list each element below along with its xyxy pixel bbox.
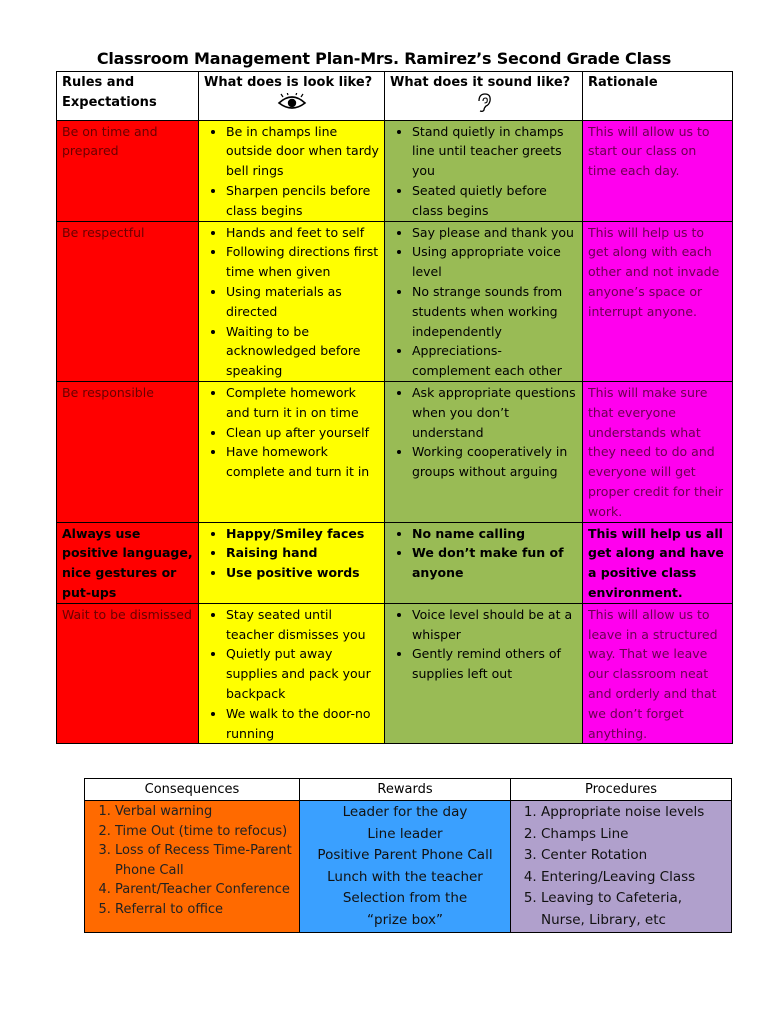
page-title: Classroom Management Plan-Mrs. Ramirez’s Second Grade Class (96, 49, 672, 68)
list-item: • Using appropriate voice level (412, 242, 577, 282)
list-item: Leader for the day (342, 804, 468, 820)
list-item: • Working cooperatively in groups without arguing (412, 442, 577, 482)
list-item: Positive Parent Phone Call (317, 847, 493, 863)
list-item: • Hands and feet to self (226, 223, 379, 243)
list-item: 4. Entering/Leaving Class (541, 867, 727, 889)
consequences-table-header (85, 779, 732, 801)
list-item: 2. Champs Line (541, 824, 727, 846)
rationale-cell: This will help us to get along with each other and not invade anyone’s space or interrupt anyone. (583, 221, 733, 381)
rules-table (56, 71, 733, 744)
table-row (57, 120, 733, 221)
header-rationale-label: Rationale (588, 75, 658, 90)
list-item: • Quietly put away supplies and pack your backpack (226, 644, 379, 703)
look-cell (199, 522, 385, 603)
table-row (57, 221, 733, 381)
table-row (85, 801, 732, 933)
list-item: Line leader (367, 825, 443, 842)
rationale-cell: This will allow us to start our class on time each day. (583, 120, 733, 221)
look-cell (199, 120, 385, 221)
header-rewards: Rewards (300, 779, 511, 801)
list-item: • Raising hand (226, 543, 379, 563)
list-item: • Complete homework and turn it in on time (226, 383, 379, 423)
list-item: • No name calling (412, 524, 577, 544)
list-item: 1. Appropriate noise levels (541, 802, 727, 824)
list-item: • Using materials as directed (226, 282, 379, 322)
header-look-label: What does is look like? (204, 75, 373, 90)
list-item: • We don’t make fun of anyone (412, 543, 577, 583)
rewards-cell (300, 801, 511, 933)
table-row (57, 603, 733, 744)
sound-cell (385, 603, 583, 744)
sound-cell (385, 120, 583, 221)
consequences-table (84, 778, 732, 933)
rule-cell: Always use positive language, nice gestures or put-ups (57, 522, 199, 603)
rationale-cell: This will allow us to leave in a structured way. That we leave our classroom neat and orderly and that we don’t forget anything. (583, 603, 733, 744)
rationale-cell: This will help us all get along and have a positive class environment. (583, 522, 733, 603)
header-procedures: Procedures (511, 779, 732, 801)
list-item: • Have homework complete and turn it in (226, 442, 379, 482)
list-item: 2. Time Out (time to refocus) (115, 822, 295, 842)
rule-cell: Be on time and prepared (57, 120, 199, 221)
list-item: • Clean up after yourself (226, 423, 379, 443)
list-item: • Be in champs line outside door when tardy bell rings (226, 122, 379, 181)
rule-cell: Be responsible (57, 381, 199, 522)
look-cell (199, 221, 385, 381)
list-item: 3. Loss of Recess Time-Parent Phone Call (115, 841, 295, 880)
list-item: • Appreciations-complement each other (412, 341, 577, 381)
sound-cell (385, 381, 583, 522)
consequences-cell (85, 801, 300, 933)
procedures-cell (511, 801, 732, 933)
list-item: 4. Parent/Teacher Conference (115, 880, 295, 900)
eye-icon (204, 93, 379, 118)
table-row (57, 381, 733, 522)
list-item: 5. Leaving to Cafeteria, Nurse, Library, etc (541, 888, 727, 931)
header-rationale (583, 72, 733, 121)
list-item: • We walk to the door-no running (226, 704, 379, 744)
look-cell (199, 603, 385, 744)
header-rules-label: Rules and Expectations (62, 75, 157, 110)
list-item: • Voice level should be at a whisper (412, 605, 577, 645)
sound-cell (385, 221, 583, 381)
list-item: • Stand quietly in champs line until teacher greets you (412, 122, 577, 181)
rationale-cell: This will make sure that everyone understands what they need to do and everyone will get proper credit for their work. (583, 381, 733, 522)
list-item: • No strange sounds from students when working independently (412, 282, 577, 341)
ear-icon (390, 93, 577, 120)
look-cell (199, 381, 385, 522)
header-rules (57, 72, 199, 121)
header-sound-label: What does it sound like? (390, 75, 571, 90)
list-item: • Sharpen pencils before class begins (226, 181, 379, 221)
list-item: • Stay seated until teacher dismisses you (226, 605, 379, 645)
list-item: • Gently remind others of supplies left out (412, 644, 577, 684)
list-item: • Ask appropriate questions when you don’t understand (412, 383, 577, 442)
list-item: • Happy/Smiley faces (226, 524, 379, 544)
list-item: • Say please and thank you (412, 223, 577, 243)
sound-cell (385, 522, 583, 603)
header-consequences: Consequences (85, 779, 300, 801)
list-item: 3. Center Rotation (541, 845, 727, 867)
list-item: Selection from the “prize box” (342, 890, 468, 928)
list-item: Lunch with the teacher (327, 868, 483, 885)
rule-cell: Wait to be dismissed (57, 603, 199, 744)
list-item: 5. Referral to office (115, 900, 295, 920)
header-sound (385, 72, 583, 121)
list-item: • Following directions first time when given (226, 242, 379, 282)
header-look (199, 72, 385, 121)
list-item: • Use positive words (226, 563, 379, 583)
rule-cell: Be respectful (57, 221, 199, 381)
list-item: • Seated quietly before class begins (412, 181, 577, 221)
list-item: • Waiting to be acknowledged before speaking (226, 322, 379, 381)
table-row (57, 522, 733, 603)
list-item: 1. Verbal warning (115, 802, 295, 822)
rules-table-header (57, 72, 733, 121)
